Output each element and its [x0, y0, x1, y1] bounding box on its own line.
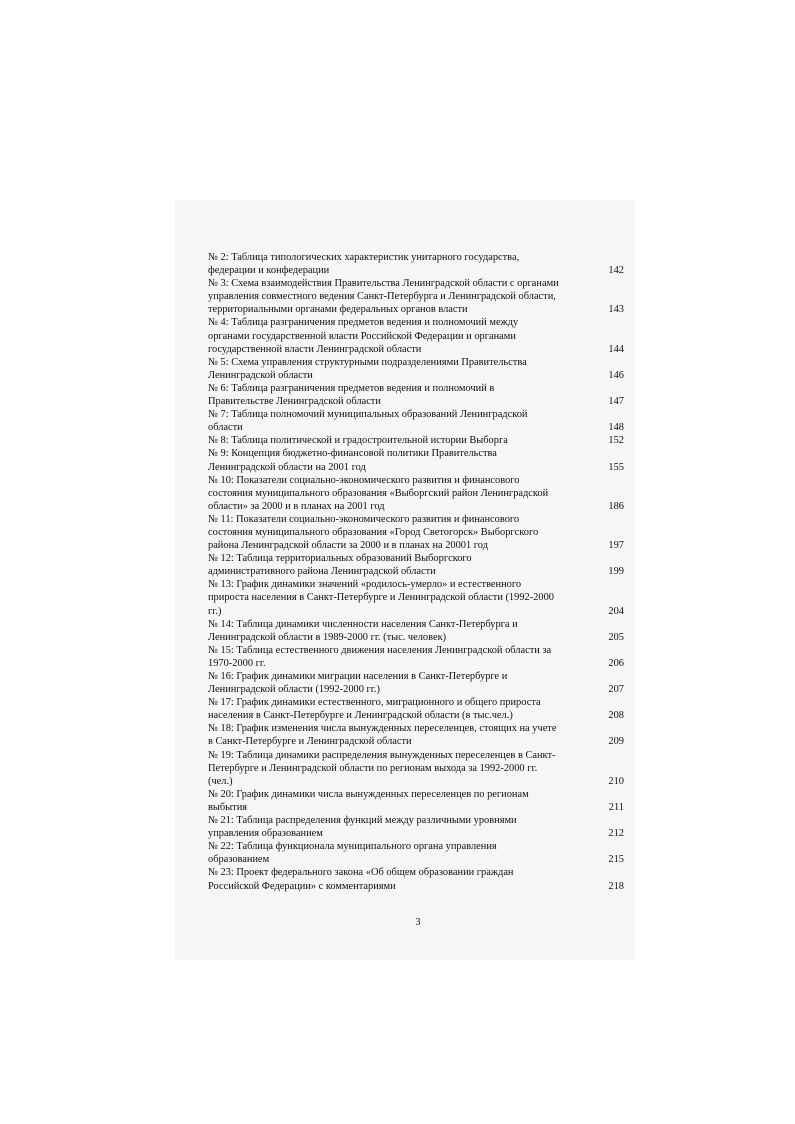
toc-entry-text: № 10: Показатели социально-экономического развития и финансового: [208, 474, 520, 486]
toc-entry: [208, 696, 628, 722]
toc-entry-page: 197: [608, 540, 624, 552]
toc-entry-page: 199: [608, 566, 624, 578]
toc-entry-text: № 13: График динамики значений «родилось-умерло» и естественного: [208, 579, 522, 591]
toc-entry-text: района Ленинградской области за 2000 и в планах на 20001 год: [208, 540, 488, 552]
toc-entry: [208, 251, 628, 277]
toc-entry-page: 143: [608, 304, 624, 316]
toc-entry-page: 206: [608, 657, 624, 669]
toc-entry: [208, 840, 628, 866]
toc-entry: [208, 356, 628, 382]
toc-entry-text: гг.): [208, 605, 222, 617]
toc-entry: [208, 866, 628, 892]
toc-entry: [208, 788, 628, 814]
toc-entry-page: 147: [608, 396, 624, 408]
toc-entry-text: № 2: Таблица типологических характеристик унитарного государства,: [208, 252, 520, 263]
toc-entry-text: области: [208, 422, 243, 434]
toc-entry-text: № 4: Таблица разграничения предметов ведения и полномочий между: [208, 317, 519, 329]
toc-entry-text: 1970-2000 гг.: [208, 657, 266, 669]
toc-entry-text: № 9: Концепция бюджетно-финансовой политики Правительства: [208, 448, 497, 460]
toc-entry-text: № 17: График динамики естественного, миграционного и общего прироста: [208, 697, 541, 709]
toc-entry: [208, 618, 628, 644]
toc-entry: [208, 814, 628, 840]
toc-entry: [208, 408, 628, 434]
toc-entry: [208, 513, 628, 552]
toc-entry-text: Ленинградской области (1992-2000 гг.): [208, 684, 380, 696]
toc-entry-text: государственной власти Ленинградской области: [208, 343, 422, 355]
toc-entry-text: № 14: Таблица динамики численности населения Санкт-Петербурга и: [208, 618, 518, 630]
toc-entry-text: образованием: [208, 854, 270, 866]
toc-entry-page: 152: [608, 435, 624, 447]
toc-entry-text: в Санкт-Петербурге и Ленинградской области: [208, 736, 412, 748]
toc-entry: [208, 644, 628, 670]
toc-entry-text: № 15: Таблица естественного движения населения Ленинградской области за: [208, 644, 552, 656]
toc-entry: [208, 578, 628, 617]
toc-entry-text: (чел.): [208, 775, 233, 787]
toc-entry-text: № 12: Таблица территориальных образований Выборгского: [208, 553, 472, 565]
toc-entry-text: № 21: Таблица распределения функций между различными уровнями: [208, 815, 517, 827]
toc-entry-text: № 6: Таблица разграничения предметов ведения и полномочий в: [208, 382, 495, 394]
toc-entry-text: № 22: Таблица функционала муниципального органа управления: [208, 841, 497, 853]
toc-entry-text: № 5: Схема управления структурными подразделениями Правительства: [208, 356, 527, 368]
toc-entry-page: 211: [608, 801, 624, 813]
toc-entry-text: № 8: Таблица политической и градостроительной истории Выборга: [208, 435, 508, 447]
page-number: 3: [415, 917, 421, 928]
toc-entry-page: 218: [608, 880, 624, 892]
toc-entry: [208, 316, 628, 355]
toc-entry-text: № 18: График изменения числа вынужденных переселенцев, стоящих на учете: [208, 723, 557, 735]
toc-entry-text: прироста населения в Санкт-Петербурге и Ленинградской области (1992-2000: [208, 592, 554, 604]
table-of-contents: [208, 251, 628, 893]
toc-entry-page: 210: [608, 775, 624, 787]
toc-entry-text: Правительстве Ленинградской области: [208, 396, 381, 408]
toc-entry: [208, 552, 628, 578]
toc-entry-text: Российской Федерации» с комментариями: [208, 880, 396, 892]
toc-entry-page: 208: [608, 710, 624, 722]
toc-entry-page: 144: [608, 343, 624, 355]
toc-entry-page: 215: [608, 854, 624, 866]
toc-entry-text: № 16: График динамики миграции населения в Санкт-Петербурге и: [208, 671, 508, 682]
toc-entry-text: № 19: Таблица динамики распределения вынужденных переселенцев в Санкт-: [208, 749, 556, 761]
toc-entry-page: 146: [608, 369, 624, 381]
toc-entry-text: области» за 2000 и в планах на 2001 год: [208, 500, 385, 512]
toc-entry-page: 207: [608, 684, 624, 696]
toc-entry: [208, 447, 628, 473]
toc-entry-page: 204: [608, 605, 624, 617]
toc-entry-text: управления образованием: [208, 828, 323, 840]
toc-entry-text: № 23: Проект федерального закона «Об общем образовании граждан: [208, 867, 514, 879]
toc-entry-text: федерации и конфедерации: [208, 265, 330, 277]
toc-entry: [208, 670, 628, 696]
toc-entry-text: Петербурге и Ленинградской области по регионам выхода за 1992-2000 гг.: [208, 762, 538, 774]
toc-entry: [208, 434, 628, 447]
toc-entry: [208, 382, 628, 408]
toc-entry-text: населения в Санкт-Петербурге и Ленинградской области (в тыс.чел.): [208, 710, 513, 722]
toc-entry-text: состояния муниципального образования «Выборгский район Ленинградской: [208, 487, 549, 499]
toc-entry-text: выбытия: [208, 801, 248, 813]
toc-entry: [208, 277, 628, 316]
toc-entry-page: 212: [608, 828, 624, 840]
toc-entry-page: 186: [608, 500, 624, 512]
toc-entry-page: 205: [608, 631, 624, 643]
toc-entry: [208, 749, 628, 788]
toc-entry-text: состояния муниципального образования «Город Светогорск» Выборгского: [208, 526, 539, 538]
toc-entry-text: органами государственной власти Российской Федерации и органами: [208, 330, 516, 342]
toc-entry: [208, 722, 628, 748]
toc-entry: [208, 474, 628, 513]
toc-entry-text: № 20: График динамики числа вынужденных переселенцев по регионам: [208, 788, 529, 800]
toc-entry-text: Ленинградской области в 1989-2000 гг. (тыс. человек): [208, 631, 447, 643]
toc-entry-text: № 3: Схема взаимодействия Правительства Ленинградской области с органами: [208, 278, 559, 290]
toc-entry-text: управления совместного ведения Санкт-Петербурга и Ленинградской области,: [208, 291, 556, 303]
toc-entry-page: 148: [608, 422, 624, 434]
toc-entry-text: Ленинградской области на 2001 год: [208, 461, 366, 473]
toc-entry-page: 142: [608, 265, 624, 277]
toc-entry-text: Ленинградской области: [208, 369, 313, 381]
toc-entry-text: № 11: Показатели социально-экономического развития и финансового: [208, 513, 520, 525]
toc-entry-page: 155: [608, 461, 624, 473]
toc-entry-page: 209: [608, 736, 624, 748]
toc-entry-text: № 7: Таблица полномочий муниципальных образований Ленинградской: [208, 409, 528, 421]
toc-entry-text: административного района Ленинградской области: [208, 566, 436, 578]
toc-entry-text: территориальными органами федеральных органов власти: [208, 304, 468, 316]
